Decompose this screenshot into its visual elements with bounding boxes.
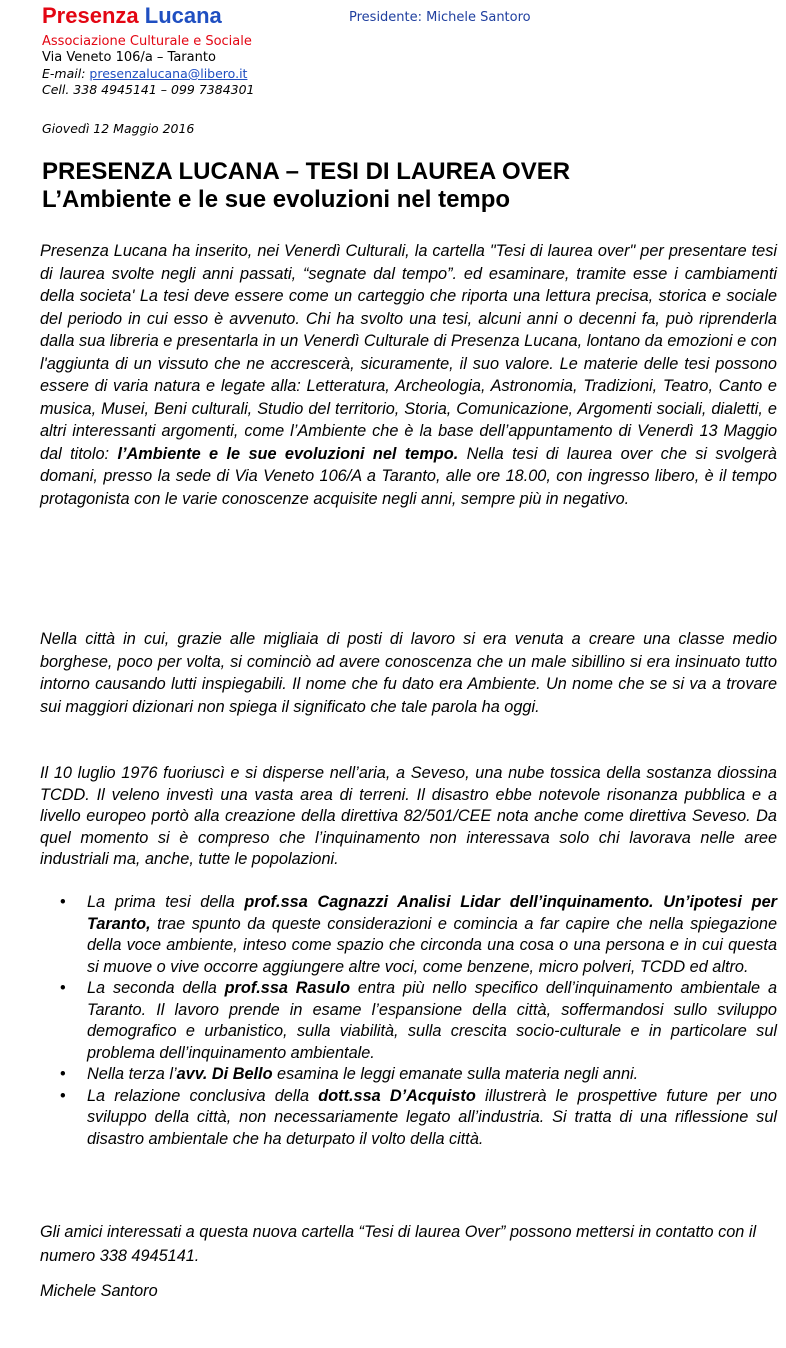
paragraph-intro-text-b: Nella tesi di laurea over che si svolgerà domani, presso la sede di Via Veneto 106/A a Taranto, alle ore 18.00, con ingresso libero, è il tempo protagonista con le varie conoscenze acquisite negli anni, sempre più in negativo.	[40, 444, 777, 508]
paragraph-seveso: Il 10 luglio 1976 fuoriuscì e si disperse nell’aria, a Seveso, una nube tossica della sostanza diossina TCDD. Il veleno investì una vasta area di terreni. Il disastro ebbe notevole risonanza pubblica e a livello europeo portò alla creazione della direttiva 82/501/CEE nota anche come direttiva Seveso. Da quel momento si è compreso che l’inquinamento non interessava solo chi lavorava nelle aree industriali ma, anche, tutte le popolazioni.	[40, 764, 777, 868]
list-item	[40, 892, 777, 978]
paragraph-intro-text-a: Presenza Lucana ha inserito, nei Venerdì Culturali, la cartella "Tesi di laurea over" per presentare tesi di laurea svolte negli anni passati, “segnate dal tempo”. ed esaminare, tramite esse i cambiamenti della societa' La tesi deve essere come un carteggio che riporta una lettura precisa, storica e sociale del periodo in cui esso è avvenuto. Chi ha svolto una tesi, alcuni anni o decenni fa, può riprenderla dalla sua libreria e presentarla in un Venerdì Culturale di Presenza Lucana, lontano da emozioni e con l'aggiunta di un vissuto che ne accrescerà, sicuramente, il suo valore. Le materie delle tesi possono essere di varia natura e legate alla: Letteratura, Archeologia, Astronomia, Tradizioni, Teatro, Canto e musica, Musei, Beni culturali, Studio del territorio, Storia, Comunicazione, Argomenti sociali, dialetti, e altri interessanti argomenti, come l’Ambiente che è la base dell’appuntamento di Venerdì 13 Maggio dal titolo:	[40, 242, 777, 463]
document-title	[42, 158, 570, 214]
email-link[interactable]: presenzalucana@libero.it	[89, 66, 248, 81]
logo-second-word: Lucana	[144, 3, 222, 28]
list-item-text-post: entra più nello specifico dell’inquinamento ambientale a Taranto. Il lavoro prende in esame l’espansione della città, soffermandosi sullo sviluppo demografico e urbanistico, sulla viabilità, sulla crescita socio-culturale e in particolare sul problema dell’inquinamento ambientale.	[87, 979, 777, 1062]
paragraph-intro-bold: l’Ambiente e le sue evoluzioni nel tempo.	[117, 444, 459, 463]
thesis-list	[40, 892, 777, 1150]
list-item	[40, 1086, 777, 1151]
list-item-bold: avv. Di Bello	[176, 1065, 273, 1083]
document-date: Giovedì 12 Maggio 2016	[42, 121, 195, 136]
signature: Michele Santoro	[40, 1282, 158, 1300]
list-item	[40, 978, 777, 1064]
list-item	[40, 1064, 777, 1086]
list-item-text-pre: La prima tesi della	[87, 893, 245, 911]
email-line	[42, 66, 342, 82]
bullet-icon: •	[60, 1086, 66, 1105]
list-item-text-pre: Nella terza l’	[87, 1065, 177, 1083]
address: Via Veneto 106/a – Taranto	[42, 50, 216, 65]
logo	[42, 4, 342, 28]
paragraph-intro	[40, 240, 777, 510]
paragraph-city: Nella città in cui, grazie alle migliaia di posti di lavoro si era venuta a creare una classe medio borghese, poco per volta, si cominciò ad avere conoscenza che un male sibillino si era insinuato tutto intorno causando lutti inspiegabili. Il nome che fu dato era Ambiente. Un nome che se si va a trovare sui maggiori dizionari non spiega il significato che tale parola ha oggi.	[40, 630, 777, 716]
list-item-text-pre: La seconda della	[87, 979, 225, 997]
bullet-icon: •	[60, 979, 66, 997]
closing-paragraph: Gli amici interessati a questa nuova cartella “Tesi di laurea Over” possono mettersi in contatto con il numero 338 4945141.	[40, 1223, 757, 1265]
bullet-icon: •	[60, 893, 66, 911]
list-item-text-post: illustrerà le prospettive future per uno sviluppo della città, non necessariamente legato all’industria. Si tratta di una riflessione sul disastro ambientale che ha deturpato il volto della città.	[87, 1086, 777, 1148]
list-item-text-post: trae spunto da queste considerazioni e comincia a far capire che nella spiegazione della voce ambiente, inteso come spazio che circonda una cosa o una persona e in cui questa si muove o vive occorre aggiungere altre voci, come benzene, micro polveri, TCDD ed altro.	[87, 914, 777, 976]
list-item-bold: prof.ssa Rasulo	[224, 979, 351, 997]
list-item-text-pre: La relazione conclusiva della	[87, 1086, 319, 1105]
list-item-bold: prof.ssa Cagnazzi Analisi Lidar dell’inquinamento. Un’ipotesi per Taranto,	[87, 893, 777, 933]
association-name: Associazione Culturale e Sociale	[42, 34, 252, 49]
list-item-bold: dott.ssa D’Acquisto	[318, 1086, 476, 1105]
email-label: E-mail:	[42, 66, 90, 81]
list-item-text-post: esamina le leggi emanate sulla materia negli anni.	[272, 1065, 639, 1083]
phone-numbers: Cell. 338 4945141 – 099 7384301	[42, 82, 255, 97]
bullet-icon: •	[60, 1065, 66, 1083]
president-label: Presidente: Michele Santoro	[349, 10, 531, 25]
title-line-1: PRESENZA LUCANA – TESI DI LAUREA OVER	[42, 158, 571, 185]
letterhead	[42, 4, 342, 98]
title-line-2: L’Ambiente e le sue evoluzioni nel tempo	[42, 186, 511, 213]
logo-first-word: Presenza	[42, 3, 139, 28]
